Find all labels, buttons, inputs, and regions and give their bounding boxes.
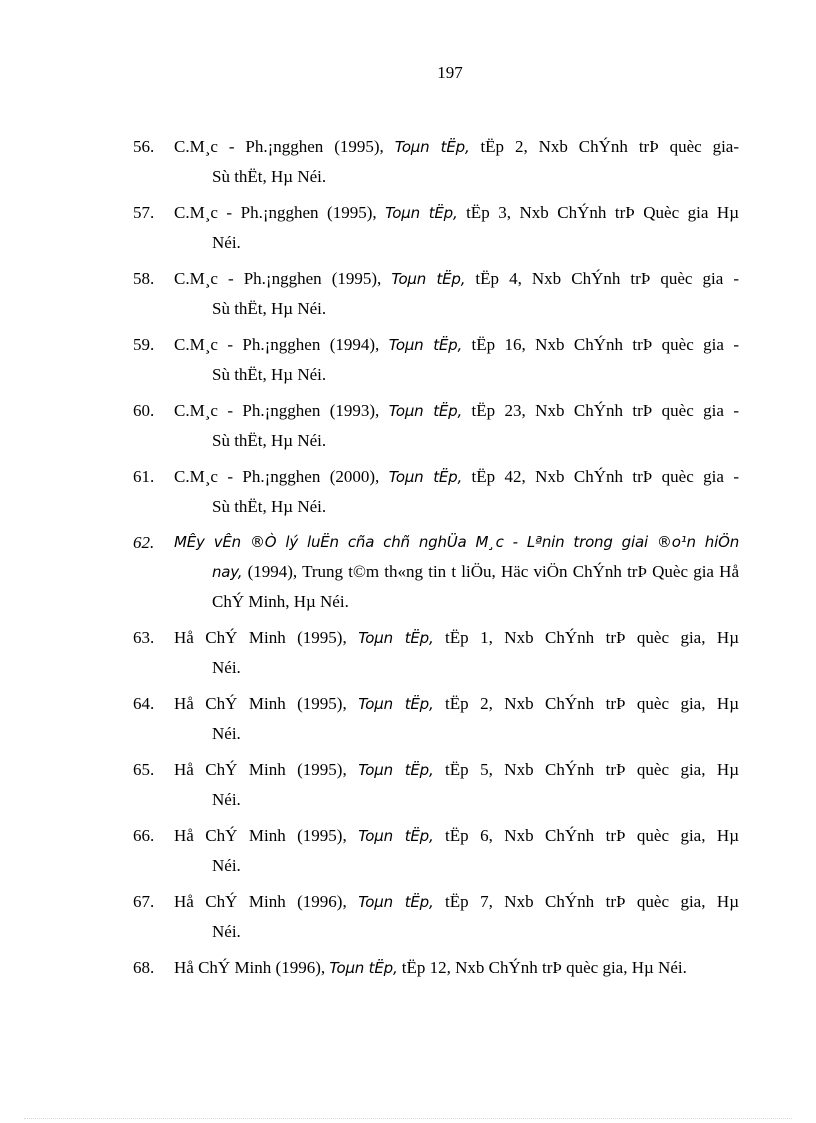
reference-item-63 <box>133 623 739 682</box>
reference-authors: Hå ChÝ Minh (1995), <box>174 826 359 845</box>
reference-first-line <box>133 887 739 917</box>
reference-item-66 <box>133 821 739 880</box>
reference-details: tËp 23, Nxb ChÝnh trÞ quèc gia - <box>462 401 740 420</box>
reference-continuation: Sù thËt, Hµ Néi. <box>212 299 327 318</box>
reference-number: 66. <box>133 826 155 845</box>
reference-details: tËp 16, Nxb ChÝnh trÞ quèc gia - <box>462 335 740 354</box>
reference-first-line <box>133 821 739 851</box>
reference-details: tËp 2, Nxb ChÝnh trÞ quèc gia, Hµ <box>433 694 739 713</box>
reference-continuation: Néi. <box>212 856 241 875</box>
reference-number: 60. <box>133 401 155 420</box>
reference-number: 65. <box>133 760 155 779</box>
reference-item-59 <box>133 330 739 389</box>
reference-first-line <box>133 396 739 426</box>
reference-continuation: Néi. <box>212 233 241 252</box>
reference-details: (1994), Trung t©m th«ng tin t liÖu, Häc viÖn ChÝnh trÞ Quèc gia Hå ChÝ Minh, Hµ Néi. <box>212 562 739 611</box>
reference-authors: Hå ChÝ Minh (1995), <box>174 628 359 647</box>
reference-number: 59. <box>133 335 155 354</box>
reference-number: 68. <box>133 958 155 977</box>
reference-item-61 <box>133 462 739 521</box>
reference-title: Toµn tËp, <box>385 204 458 222</box>
reference-first-line <box>133 198 739 228</box>
reference-details: tËp 4, Nxb ChÝnh trÞ quèc gia - <box>465 269 740 288</box>
reference-continuation <box>133 557 739 616</box>
reference-first-line <box>133 330 739 360</box>
reference-number: 56. <box>133 137 155 156</box>
reference-continuation: Sù thËt, Hµ Néi. <box>212 431 327 450</box>
reference-item-62 <box>133 528 739 616</box>
reference-authors: C.M¸c - Ph.¡ngghen (1993), <box>174 401 389 420</box>
reference-number: 67. <box>133 892 155 911</box>
reference-details: tËp 6, Nxb ChÝnh trÞ quèc gia, Hµ <box>433 826 739 845</box>
reference-authors: C.M¸c - Ph.¡ngghen (1995), <box>174 137 395 156</box>
reference-title: Toµn tËp, <box>388 402 463 420</box>
reference-item-60 <box>133 396 739 455</box>
reference-authors: C.M¸c - Ph.¡ngghen (1994), <box>174 335 389 354</box>
reference-first-line <box>133 264 739 294</box>
reference-continuation: Néi. <box>212 724 241 743</box>
reference-details: tËp 7, Nxb ChÝnh trÞ quèc gia, Hµ <box>433 892 739 911</box>
reference-details: tËp 42, Nxb ChÝnh trÞ quèc gia - <box>462 467 740 486</box>
reference-number: 62. <box>133 533 155 552</box>
reference-details: tËp 3, Nxb ChÝnh trÞ Quèc gia Hµ <box>457 203 740 222</box>
reference-number: 63. <box>133 628 155 647</box>
reference-title: Toµn tËp, <box>358 629 434 647</box>
reference-first-line <box>133 755 739 785</box>
reference-title: Toµn tËp, <box>358 761 434 779</box>
reference-number: 58. <box>133 269 155 288</box>
reference-continuation: Néi. <box>212 658 241 677</box>
reference-details: tËp 12, Nxb ChÝnh trÞ quèc gia, Hµ Néi. <box>397 958 687 977</box>
reference-title: Toµn tËp, <box>358 893 434 911</box>
reference-authors: Hå ChÝ Minh (1995), <box>174 694 359 713</box>
reference-item-56 <box>133 132 739 191</box>
reference-item-68 <box>133 953 739 983</box>
reference-details: tËp 1, Nxb ChÝnh trÞ quèc gia, Hµ <box>433 628 739 647</box>
reference-title: Toµn tËp, <box>391 270 466 288</box>
reference-item-57 <box>133 198 739 257</box>
reference-authors: C.M¸c - Ph.¡ngghen (2000), <box>174 467 389 486</box>
reference-title: Toµn tËp, <box>388 336 463 354</box>
reference-continuation: Sù thËt, Hµ Néi. <box>212 497 327 516</box>
reference-first-line <box>133 953 739 983</box>
reference-list <box>133 132 739 990</box>
reference-number: 64. <box>133 694 155 713</box>
reference-first-line <box>133 623 739 653</box>
reference-title: Toµn tËp, <box>394 138 470 156</box>
reference-continuation: Néi. <box>212 922 241 941</box>
reference-number: 57. <box>133 203 155 222</box>
reference-first-line <box>133 689 739 719</box>
reference-title-end: nay, <box>212 563 243 581</box>
reference-continuation: Néi. <box>212 790 241 809</box>
reference-authors: Hå ChÝ Minh (1996), <box>174 958 330 977</box>
reference-item-65 <box>133 755 739 814</box>
reference-continuation: Sù thËt, Hµ Néi. <box>212 365 327 384</box>
reference-details: tËp 2, Nxb ChÝnh trÞ quèc gia- <box>469 137 740 156</box>
reference-continuation: Sù thËt, Hµ Néi. <box>212 167 327 186</box>
reference-authors: C.M¸c - Ph.¡ngghen (1995), <box>174 269 392 288</box>
reference-authors: Hå ChÝ Minh (1996), <box>174 892 359 911</box>
reference-item-58 <box>133 264 739 323</box>
reference-title-line: MÊy vÊn ®Ò lý luËn cña chñ nghÜa M¸c - Lªnin trong giai ®o¹n hiÖn <box>174 533 739 551</box>
reference-number: 61. <box>133 467 155 486</box>
reference-title: Toµn tËp, <box>329 959 398 977</box>
page-bottom-divider <box>24 1118 792 1119</box>
reference-item-64 <box>133 689 739 748</box>
reference-first-line <box>133 462 739 492</box>
reference-title: Toµn tËp, <box>358 827 434 845</box>
reference-first-line <box>133 132 739 162</box>
reference-title: Toµn tËp, <box>388 468 463 486</box>
reference-authors: Hå ChÝ Minh (1995), <box>174 760 359 779</box>
reference-authors: C.M¸c - Ph.¡ngghen (1995), <box>174 203 386 222</box>
reference-details: tËp 5, Nxb ChÝnh trÞ quèc gia, Hµ <box>433 760 739 779</box>
reference-item-67 <box>133 887 739 946</box>
page-number: 197 <box>437 63 463 82</box>
reference-title: Toµn tËp, <box>358 695 434 713</box>
